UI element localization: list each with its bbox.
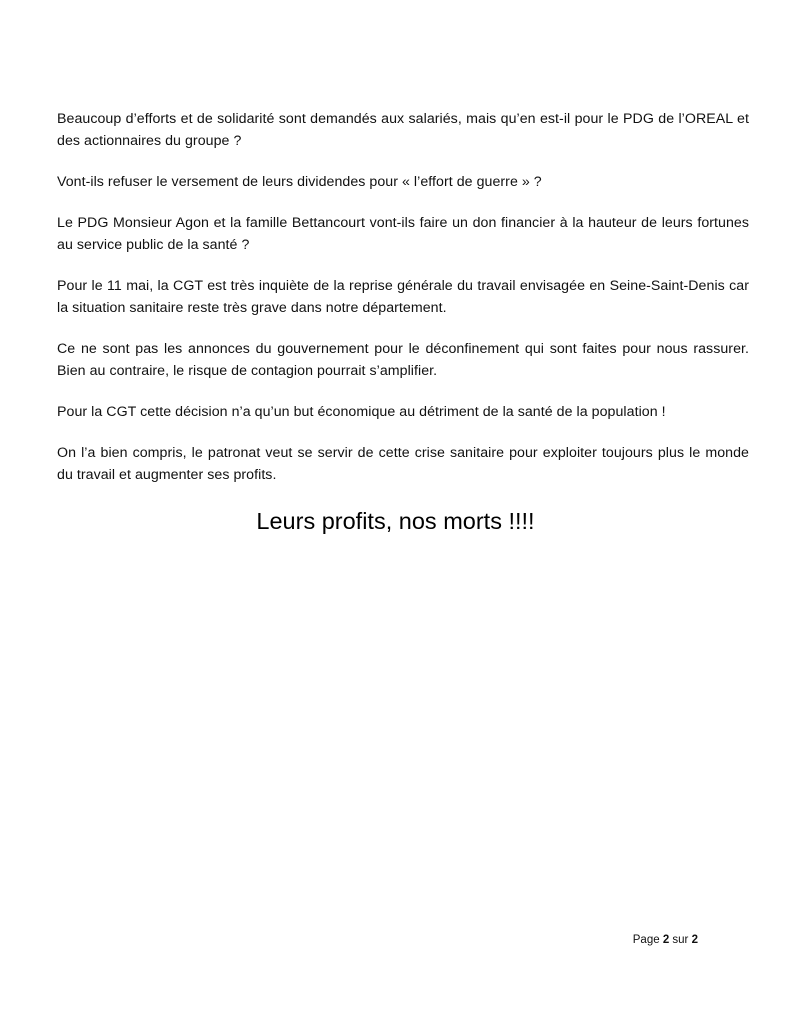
page-prefix: Page (632, 934, 663, 946)
paragraph-7: On l’a bien compris, le patronat veut se servir de cette crise sanitaire pour exploiter toujours plus le monde du travail et augmenter ses profits. (57, 445, 749, 483)
page-current: 2 (662, 934, 670, 946)
paragraph-3: Le PDG Monsieur Agon et la famille Bettancourt vont-ils faire un don financier à la hauteur de leurs fortunes au service public de la santé ? (57, 215, 749, 253)
page-total: 2 (691, 934, 698, 946)
paragraph-4: Pour le 11 mai, la CGT est très inquiète de la reprise générale du travail envisagée en Seine-Saint-Denis car la situation sanitaire reste très grave dans notre département. (57, 278, 749, 316)
paragraph-6: Pour la CGT cette décision n’a qu’un but économique au détriment de la santé de la population ! (57, 404, 666, 420)
page-middle: sur (669, 934, 692, 946)
page-number-footer (633, 933, 698, 947)
document-body (57, 108, 749, 505)
paragraph-5: Ce ne sont pas les annonces du gouvernement pour le déconfinement qui sont faites pour nous rassurer. Bien au contraire, le risque de contagion pourrait s’amplifier. (57, 341, 749, 379)
paragraph-2: Vont-ils refuser le versement de leurs dividendes pour « l’effort de guerre » ? (57, 174, 542, 190)
paragraph-1: Beaucoup d’efforts et de solidarité sont demandés aux salariés, mais qu’en est-il pour le PDG de l’OREAL et des actionnaires du groupe ? (57, 111, 749, 149)
slogan-heading: Leurs profits, nos morts !!!! (256, 508, 535, 534)
